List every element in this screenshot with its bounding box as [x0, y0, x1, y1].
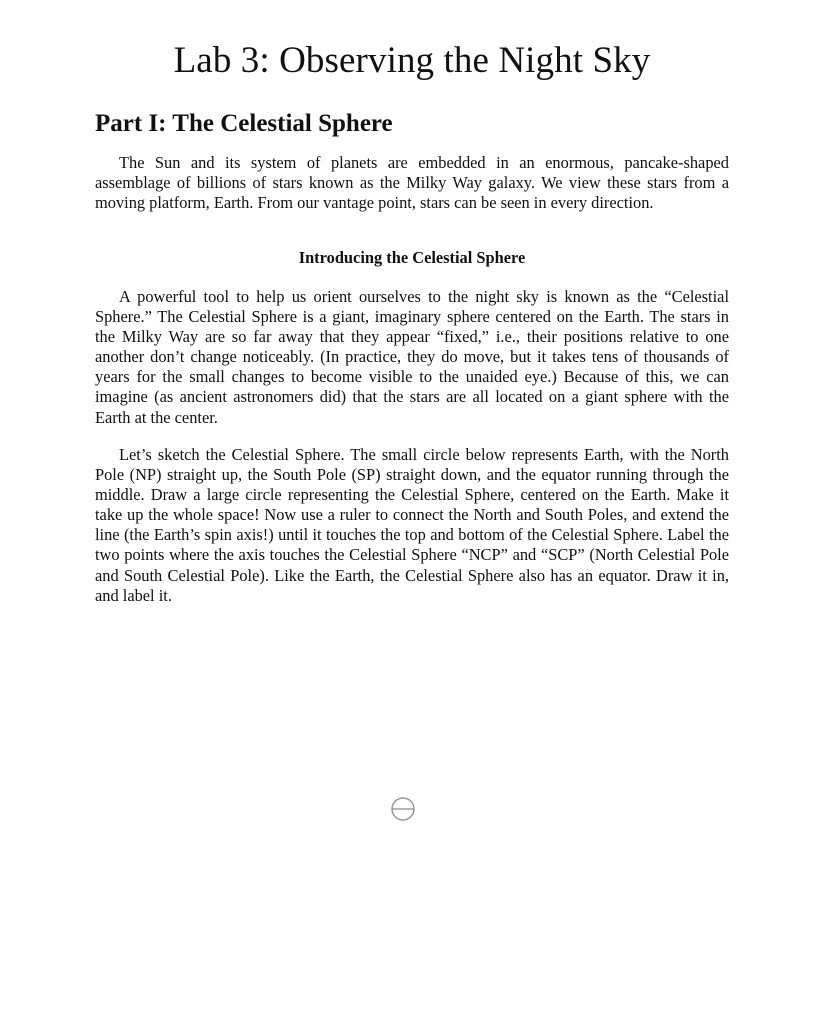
celestial-sphere-paragraph: A powerful tool to help us orient ourselves to the night sky is known as the “Celestial Sphere.” The Celestial Sphere is a giant, imaginary sphere centered on the Earth. The stars in the Milky Way are so far away that they appear “fixed,” i.e., their positions relative to one another don’t change noticeably. (In practice, they do move, but it takes tens of thousands of years for the small changes to become visible to the unaided eye.) Because of this, we can imagine (as ancient astronomers did) that the stars are all located on a giant sphere with the Earth at the center. [95, 287, 729, 427]
part-heading: Part I: The Celestial Sphere [95, 110, 393, 137]
sketch-instructions-paragraph: Let’s sketch the Celestial Sphere. The small circle below represents Earth, with the North Pole (NP) straight up, the South Pole (SP) straight down, and the equator running through the middle. Draw a large circle representing the Celestial Sphere, centered on the Earth. Make it take up the whole space! Now use a ruler to connect the North and South Poles, and extend the line (the Earth’s spin axis!) until it touches the top and bottom of the Celestial Sphere. Label the two points where the axis touches the Celestial Sphere “NCP” and “SCP” (North Celestial Pole and South Celestial Pole). Like the Earth, the Celestial Sphere also has an equator. Draw it in, and label it. [95, 445, 729, 605]
earth-circle-icon [391, 797, 415, 821]
intro-paragraph: The Sun and its system of planets are embedded in an enormous, pancake-shaped assemblage of billions of stars known as the Milky Way galaxy. We view these stars from a moving platform, Earth. From our vantage point, stars can be seen in every direction. [95, 153, 729, 213]
page-title: Lab 3: Observing the Night Sky [173, 40, 651, 81]
section-heading: Introducing the Celestial Sphere [298, 248, 526, 267]
